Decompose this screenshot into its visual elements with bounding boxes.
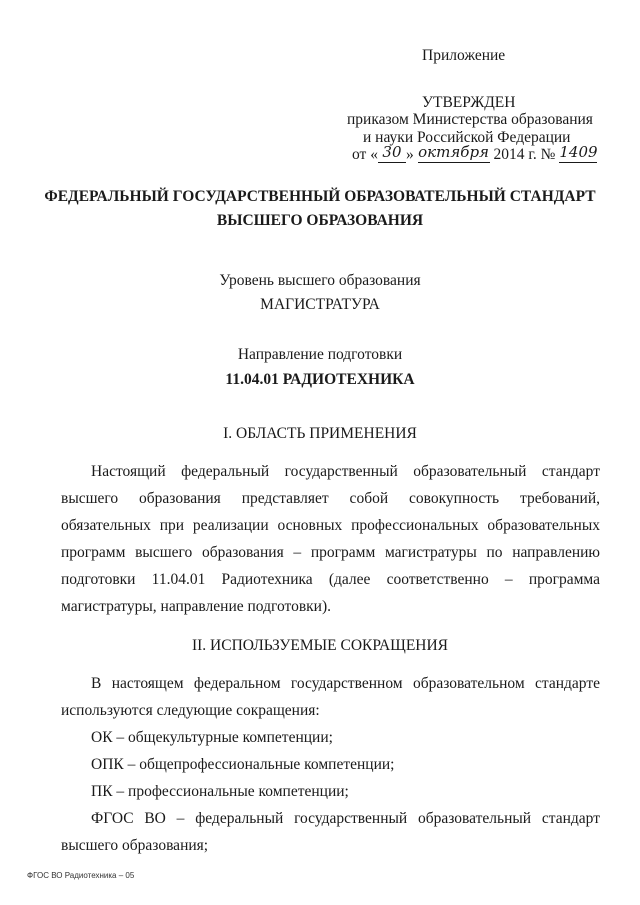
- date-month-field: [418, 143, 490, 163]
- abbreviation-opk: ОПК – общепрофессиональные компетенции;: [91, 756, 395, 773]
- appendix-label: Приложение: [422, 47, 506, 64]
- abbreviation-pk: ПК – профессиональные компетенции;: [91, 783, 349, 800]
- page-footer: ФГОС ВО Радиотехника – 05: [27, 871, 135, 880]
- section-2-heading: II. ИСПОЛЬЗУЕМЫЕ СОКРАЩЕНИЯ: [191, 637, 449, 654]
- level-label: Уровень высшего образования: [219, 272, 421, 289]
- document-title-line-1: ФЕДЕРАЛЬНЫЙ ГОСУДАРСТВЕННЫЙ ОБРАЗОВАТЕЛЬНЫЙ СТАНДАРТ: [44, 188, 596, 205]
- order-line-1: приказом Министерства образования: [347, 111, 593, 128]
- section-1-paragraph: [61, 458, 600, 620]
- abbreviation-item: [61, 724, 600, 751]
- order-date-line: [352, 143, 598, 164]
- date-year: 2014 г. №: [493, 146, 556, 163]
- direction-label: Направление подготовки: [237, 346, 403, 363]
- order-number: 1409: [559, 143, 598, 161]
- abbreviation-item: [61, 778, 600, 805]
- section-1-text: Настоящий федеральный государственный образовательный стандарт высшего образования представляет собой совокупность требований, обязательных при реализации основных профессиональных образовательных программ высшего образования – программ магистратуры по направлению подготовки 11.04.01 Радиотехника (далее соответственно – программа магистратуры, направление подготовки).: [61, 463, 600, 615]
- approved-label: УТВЕРЖДЕН: [422, 94, 516, 111]
- section-1-heading: I. ОБЛАСТЬ ПРИМЕНЕНИЯ: [223, 425, 417, 442]
- order-number-field: [559, 143, 598, 163]
- direction-value: 11.04.01 РАДИОТЕХНИКА: [225, 371, 415, 388]
- abbreviation-item: [61, 751, 600, 778]
- order-line-2: и науки Российской Федерации: [363, 129, 571, 146]
- level-value: МАГИСТРАТУРА: [260, 296, 380, 313]
- document-title-line-2: ВЫСШЕГО ОБРАЗОВАНИЯ: [216, 212, 424, 229]
- abbreviation-item: [61, 805, 600, 859]
- date-day: 30: [382, 143, 402, 161]
- date-separator: »: [405, 146, 414, 163]
- date-prefix: от «: [352, 146, 378, 163]
- date-day-field: [378, 143, 406, 163]
- section-2-intro: [61, 670, 600, 724]
- abbreviation-ok: ОК – общекультурные компетенции;: [91, 729, 333, 746]
- section-2-intro-text: В настоящем федеральном государственном образовательном стандарте используются следующие сокращения:: [61, 675, 600, 719]
- abbreviation-fgos: ФГОС ВО – федеральный государственный образовательный стандарт высшего образования;: [61, 810, 600, 854]
- date-month: октября: [418, 143, 489, 161]
